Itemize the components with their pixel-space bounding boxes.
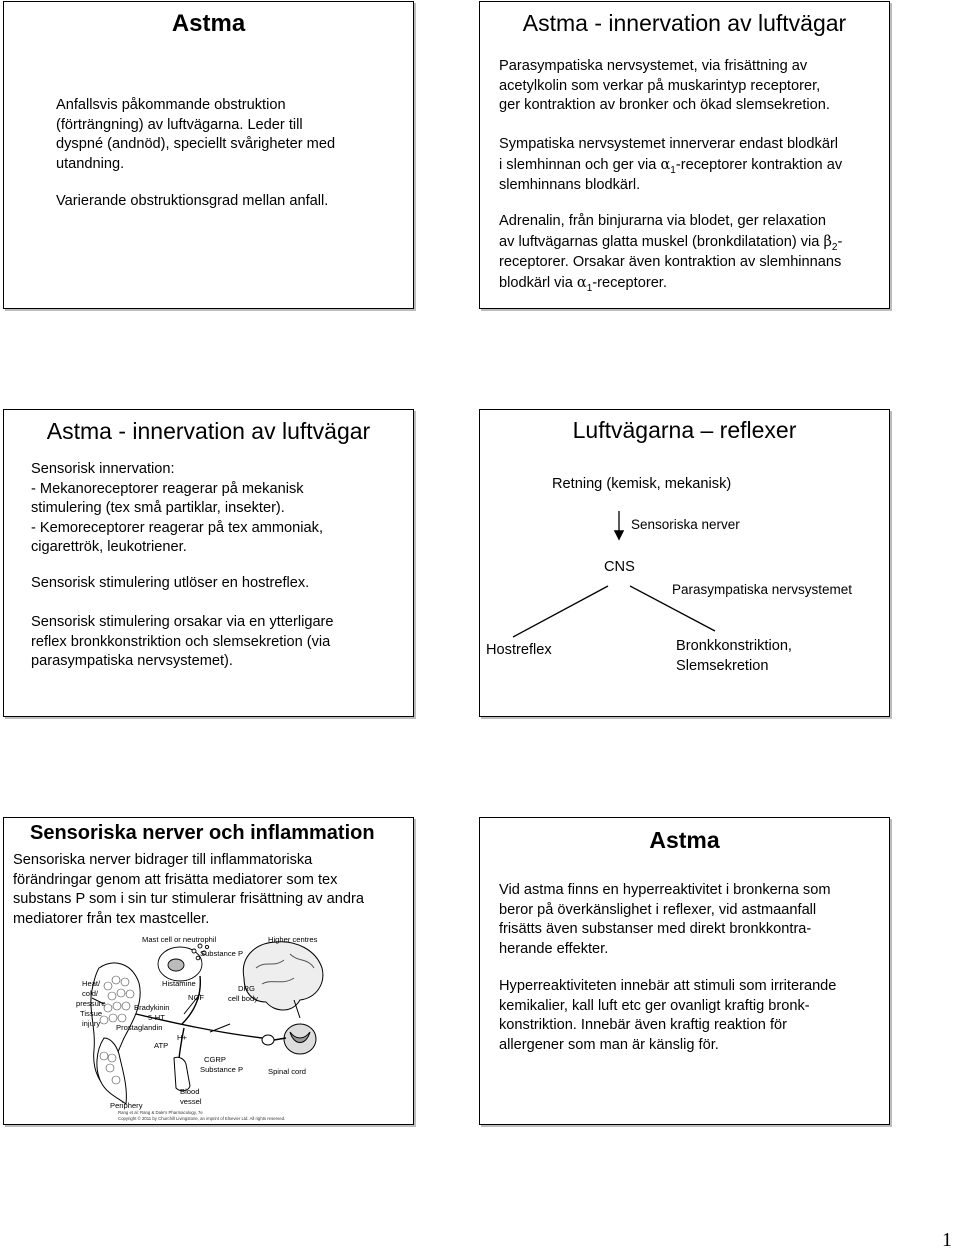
fig-label-periphery: Periphery — [110, 1101, 143, 1110]
svg-text:injury: injury — [82, 1019, 101, 1028]
fig-label-5ht: 5-HT — [148, 1013, 165, 1022]
bronchoconstriction-paragraph: Sensorisk stimulering orsakar via en ytterligare reflex bronkkonstriktion och slemsekretion (via parasympatiska nervsystemet). — [31, 614, 334, 669]
sensory-nerves-label: Sensoriska nerver — [631, 517, 740, 532]
beta-symbol: β — [823, 232, 832, 250]
parasympathetic-label: Parasympatiska nervsystemet — [672, 582, 853, 597]
slide-title: Sensoriska nerver och inflammation — [30, 822, 375, 844]
adrenalin-paragraph: Adrenalin, från binjurarna via blodet, ger relaxation av luftvägarnas glatta muskel (bronkdilatation) via $\beta_2-$ receptorer. Orsakar även kontraktion av slemhinnans blodkärl via $\alpha_1$-receptorer. — [499, 213, 843, 294]
slide-astma-definition — [3, 1, 414, 309]
slide-title: Astma — [171, 10, 246, 37]
fig-label-mast: Mast cell or neutrophil — [142, 935, 217, 944]
fig-label-subp2: Substance P — [200, 1065, 244, 1074]
svg-text:cell body: cell body — [228, 994, 258, 1003]
parasympathetic-paragraph: Parasympatiska nervsystemet, via frisättning av acetylkolin som verkar på muskarintyp receptorer, ger kontraktion av bronker och ökad slemsekretion. — [499, 58, 830, 113]
page-number: 1 — [942, 1229, 952, 1251]
fig-label-bradykinin: Bradykinin — [134, 1003, 170, 1012]
line-cns-to-hostreflex — [513, 586, 608, 637]
cough-reflex-paragraph: Sensorisk stimulering utlöser en hostreflex. — [31, 575, 310, 591]
sympathetic-paragraph: Sympatiska nervsystemet innerverar endast blodkärl i slemhinnan och ger via $\alpha_1$-receptorer kontraktion av slemhinnans blodkärl. — [499, 136, 843, 193]
slide-title: Luftvägarna – reflexer — [572, 417, 797, 443]
drg-icon — [262, 1035, 274, 1045]
svg-text:DRG: DRG — [238, 984, 255, 993]
slide-innervation-sensory — [3, 409, 414, 717]
tissue-shape — [97, 1038, 126, 1104]
stimuli-paragraph: Hyperreaktiviteten innebär att stimuli som irriterande kemikalier, kall luft etc ger ovanligt kraftig bronk- konstriktion. Innebär även kraftig reaktion för allergener som man är känslig för. — [499, 978, 837, 1053]
slide-astma-hyperreactivity — [479, 817, 890, 1125]
fig-label-spinal: Spinal cord — [268, 1067, 306, 1076]
fig-label-atp: ATP — [154, 1041, 169, 1050]
bronchoconstriction-label: Bronkkonstriktion, Slemsekretion — [676, 638, 792, 674]
svg-text:Blood: Blood — [180, 1087, 200, 1096]
inflammation-paragraph: Sensoriska nerver bidrager till inflammatoriska förändringar genom att frisätta mediatorer som tex substans P som i sin tur stimulerar frisättning av andra mediatorer från tex mastceller. — [13, 852, 364, 927]
definition-paragraph: Anfallsvis påkommande obstruktion (förträngning) av luftvägarna. Leder till dyspné (andnöd), speciellt svårigheter med utandning. — [56, 97, 336, 172]
fig-label-cgrp: CGRP — [204, 1055, 226, 1064]
fig-label-histamine: Histamine — [162, 979, 196, 988]
svg-text:pressure: pressure — [76, 999, 106, 1008]
brain-icon — [243, 942, 323, 1018]
svg-text:cold/: cold/ — [82, 989, 99, 998]
fig-label-higher: Higher centres — [268, 935, 318, 944]
alpha-symbol: α — [660, 155, 671, 173]
blood-vessel-icon — [174, 1057, 190, 1091]
svg-text:Tissue: Tissue — [80, 1009, 103, 1018]
svg-text:vessel: vessel — [180, 1097, 202, 1106]
svg-text:Heat/: Heat/ — [82, 979, 101, 988]
slide-title: Astma - innervation av luftvägar — [522, 10, 847, 36]
slide-title: Astma — [649, 827, 720, 853]
sensory-innervation-paragraph: Sensorisk innervation: - Mekanoreceptorer reagerar på mekanisk stimulering (tex små partiklar, insekter). - Kemoreceptorer reagerar på tex ammoniak, cigarettrök, leukotriener. — [31, 461, 324, 555]
cough-reflex-label: Hostreflex — [486, 642, 552, 658]
alpha-symbol: α — [576, 273, 587, 291]
fig-label-subp: Substance P — [200, 949, 244, 958]
cns-label: CNS — [604, 559, 635, 575]
fig-label-hplus: H+ — [177, 1033, 187, 1042]
fig-label-prostaglandin: Prostaglandin — [116, 1023, 163, 1032]
slide-sensory-inflammation — [3, 817, 414, 1125]
slide-reflexes-diagram — [479, 409, 890, 717]
fig-credit: Copyright © 2011 by Churchill Livingstone, an imprint of Elsevier Ltd. All rights reserved. — [118, 1116, 286, 1121]
spinal-cord-icon — [284, 1024, 316, 1054]
hyperreactivity-paragraph: Vid astma finns en hyperreaktivitet i bronkerna som beror på överkänslighet i reflexer, vid astmaanfall frisätts även substanser med direkt bronkkontra- herande effekter. — [499, 882, 831, 957]
slide-title: Astma - innervation av luftvägar — [46, 418, 371, 444]
fig-credit: Rang et al: Rang & Dale's Pharmacology, 7e — [118, 1110, 203, 1115]
slide-innervation-autonomic — [479, 1, 890, 309]
neurogenic-inflammation-figure — [4, 818, 415, 1126]
stimulus-label: Retning (kemisk, mekanisk) — [552, 476, 732, 492]
variation-paragraph: Varierande obstruktionsgrad mellan anfall. — [56, 193, 329, 209]
fig-label-ngf: NGF — [188, 993, 205, 1002]
